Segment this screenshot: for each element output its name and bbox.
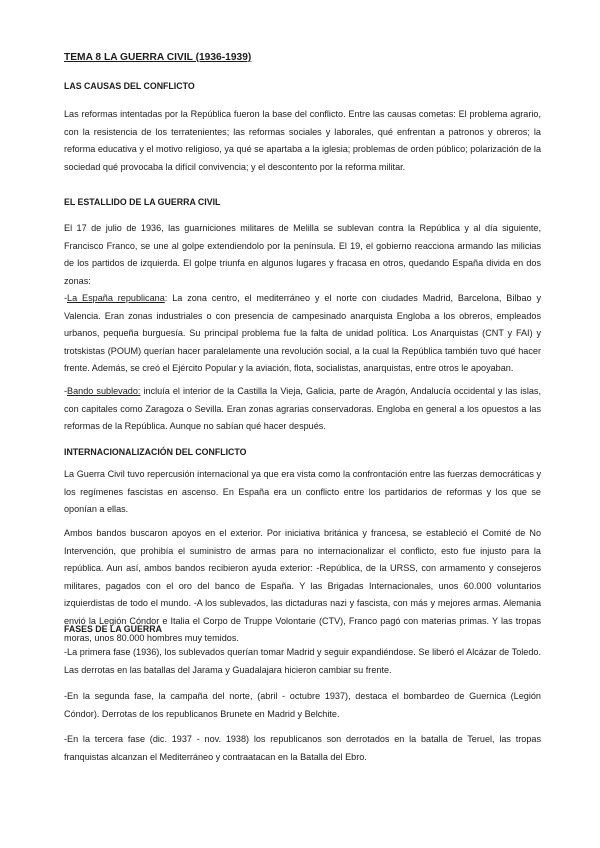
heading-internacionalizacion: INTERNACIONALIZACIÓN DEL CONFLICTO	[64, 447, 247, 457]
paragraph-causas: Las reformas intentadas por la República fueron la base del conflicto. Entre las causas cometas: El problema agrario, con la resistencia de los terratenientes; las reformas sociales y laborales, qué enfrentan a patronos y obreros; la reforma educativa y el motivo religioso, ya qué se apartaba a la iglesia; problemas de orden público; polarización de la sociedad qué provocaba la difícil convivencia; y el descontento por la reforma militar.	[64, 109, 541, 172]
paragraph-internacional-2: Ambos bandos buscaron apoyos en el exterior. Por iniciativa británica y francesa, se estableció el Comité de No Intervención, que prohibía el suministro de armas para no internacionalizar el conflicto, esto fue injusto para la república. Aun así, ambos bandos recibieron ayuda exterior: -República, de la URSS, con armamento y consejeros militares, pagados con el oro del banco de España. Y las Brigadas Internacionales, unos 60.000 voluntarios izquierdistas de todo el mundo. -A los sublevados, las dictaduras nazi y fascista, con más y mejores armas. Alemania envió la Legión Cóndor e Italia el Corpo de Truppe Volontarie (CTV), Franco pagó con materias primas. Y las tropas moras, unos 80.000 hombres muy temidos.	[64, 528, 541, 643]
paragraph-fase-2: -En la segunda fase, la campaña del norte, (abril - octubre 1937), destaca el bombardeo de Guernica (Legión Cóndor). Derrotas de los republicanos Brunete en Madrid y Belchite.	[64, 691, 541, 719]
heading-fases: FASES DE LA GUERRA	[64, 624, 162, 634]
sublevado-label: Bando sublevado:	[67, 386, 141, 396]
sublevado-prefix: -	[64, 386, 68, 396]
heading-causas: LAS CAUSAS DEL CONFLICTO	[64, 81, 195, 91]
paragraph-bando-sublevado	[64, 383, 541, 436]
sublevado-text: incluía el interior de la Castilla la Vieja, Galicia, parte de Aragón, Andalucía occidental y las islas, con capitales como Zaragoza o Sevilla. Eran zonas agrarias conservadoras. Engloba en general a los opuestos a las reformas de la República. Aunque no sabían qué hacer después.	[64, 386, 541, 431]
paragraph-estallido-intro	[64, 220, 541, 378]
paragraph-fase-3: -En la tercera fase (dic. 1937 - nov. 1938) los republicanos son derrotados en la batalla de Teruel, las tropas franquistas alcanzan el Mediterráneo y contraatacan en la Batalla del Ebro.	[64, 734, 541, 762]
document-title: TEMA 8 LA GUERRA CIVIL (1936-1939)	[64, 52, 252, 63]
paragraph-fase-1: -La primera fase (1936), los sublevados querían tomar Madrid y seguir expandiéndose. Se liberó el Alcázar de Toledo. Las derrotas en las batallas del Jarama y Guadalajara hicieron cambiar su frente.	[64, 647, 541, 675]
estallido-intro-text: El 17 de julio de 1936, las guarniciones militares de Melilla se sublevan contra la República y al día siguiente, Francisco Franco, se une al golpe extendiendolo por la península. El 19, el gobierno reacciona armando las milicias de los partidos de izquierda. El golpe triunfa en algunos lugares y fracasa en otros, quedando España divida en dos zonas:	[64, 223, 541, 286]
republicana-label: La España republicana	[67, 293, 165, 303]
heading-estallido: EL ESTALLIDO DE LA GUERRA CIVIL	[64, 197, 221, 207]
republicana-prefix: -	[64, 293, 68, 303]
paragraph-internacional-1: La Guerra Civil tuvo repercusión internacional ya que era vista como la confrontación entre las fuerzas democráticas y los regímenes fascistas en ascenso. En España era un conflicto entre los partidarios de reformas y los que se oponían a ellas.	[64, 469, 541, 514]
republicana-text: : La zona centro, el mediterráneo y el norte con ciudades Madrid, Barcelona, Bilbao y Valencia. Eran zonas industriales o con presencia de campesinado anarquista Engloba a los obreros, empleados urbanos, pequeña burguesía. Su principal problema fue la falta de unidad política. Los Anarquistas (CNT y FAI) y trotskistas (POUM) querían hacer paralelamente una revolución social, a la cual la República también tuvo qué hacer frente. Además, se creó el Ejército Popular y la aviación, flota, socialistas, anarquistas, entre otros le apoyaban.	[64, 293, 542, 373]
